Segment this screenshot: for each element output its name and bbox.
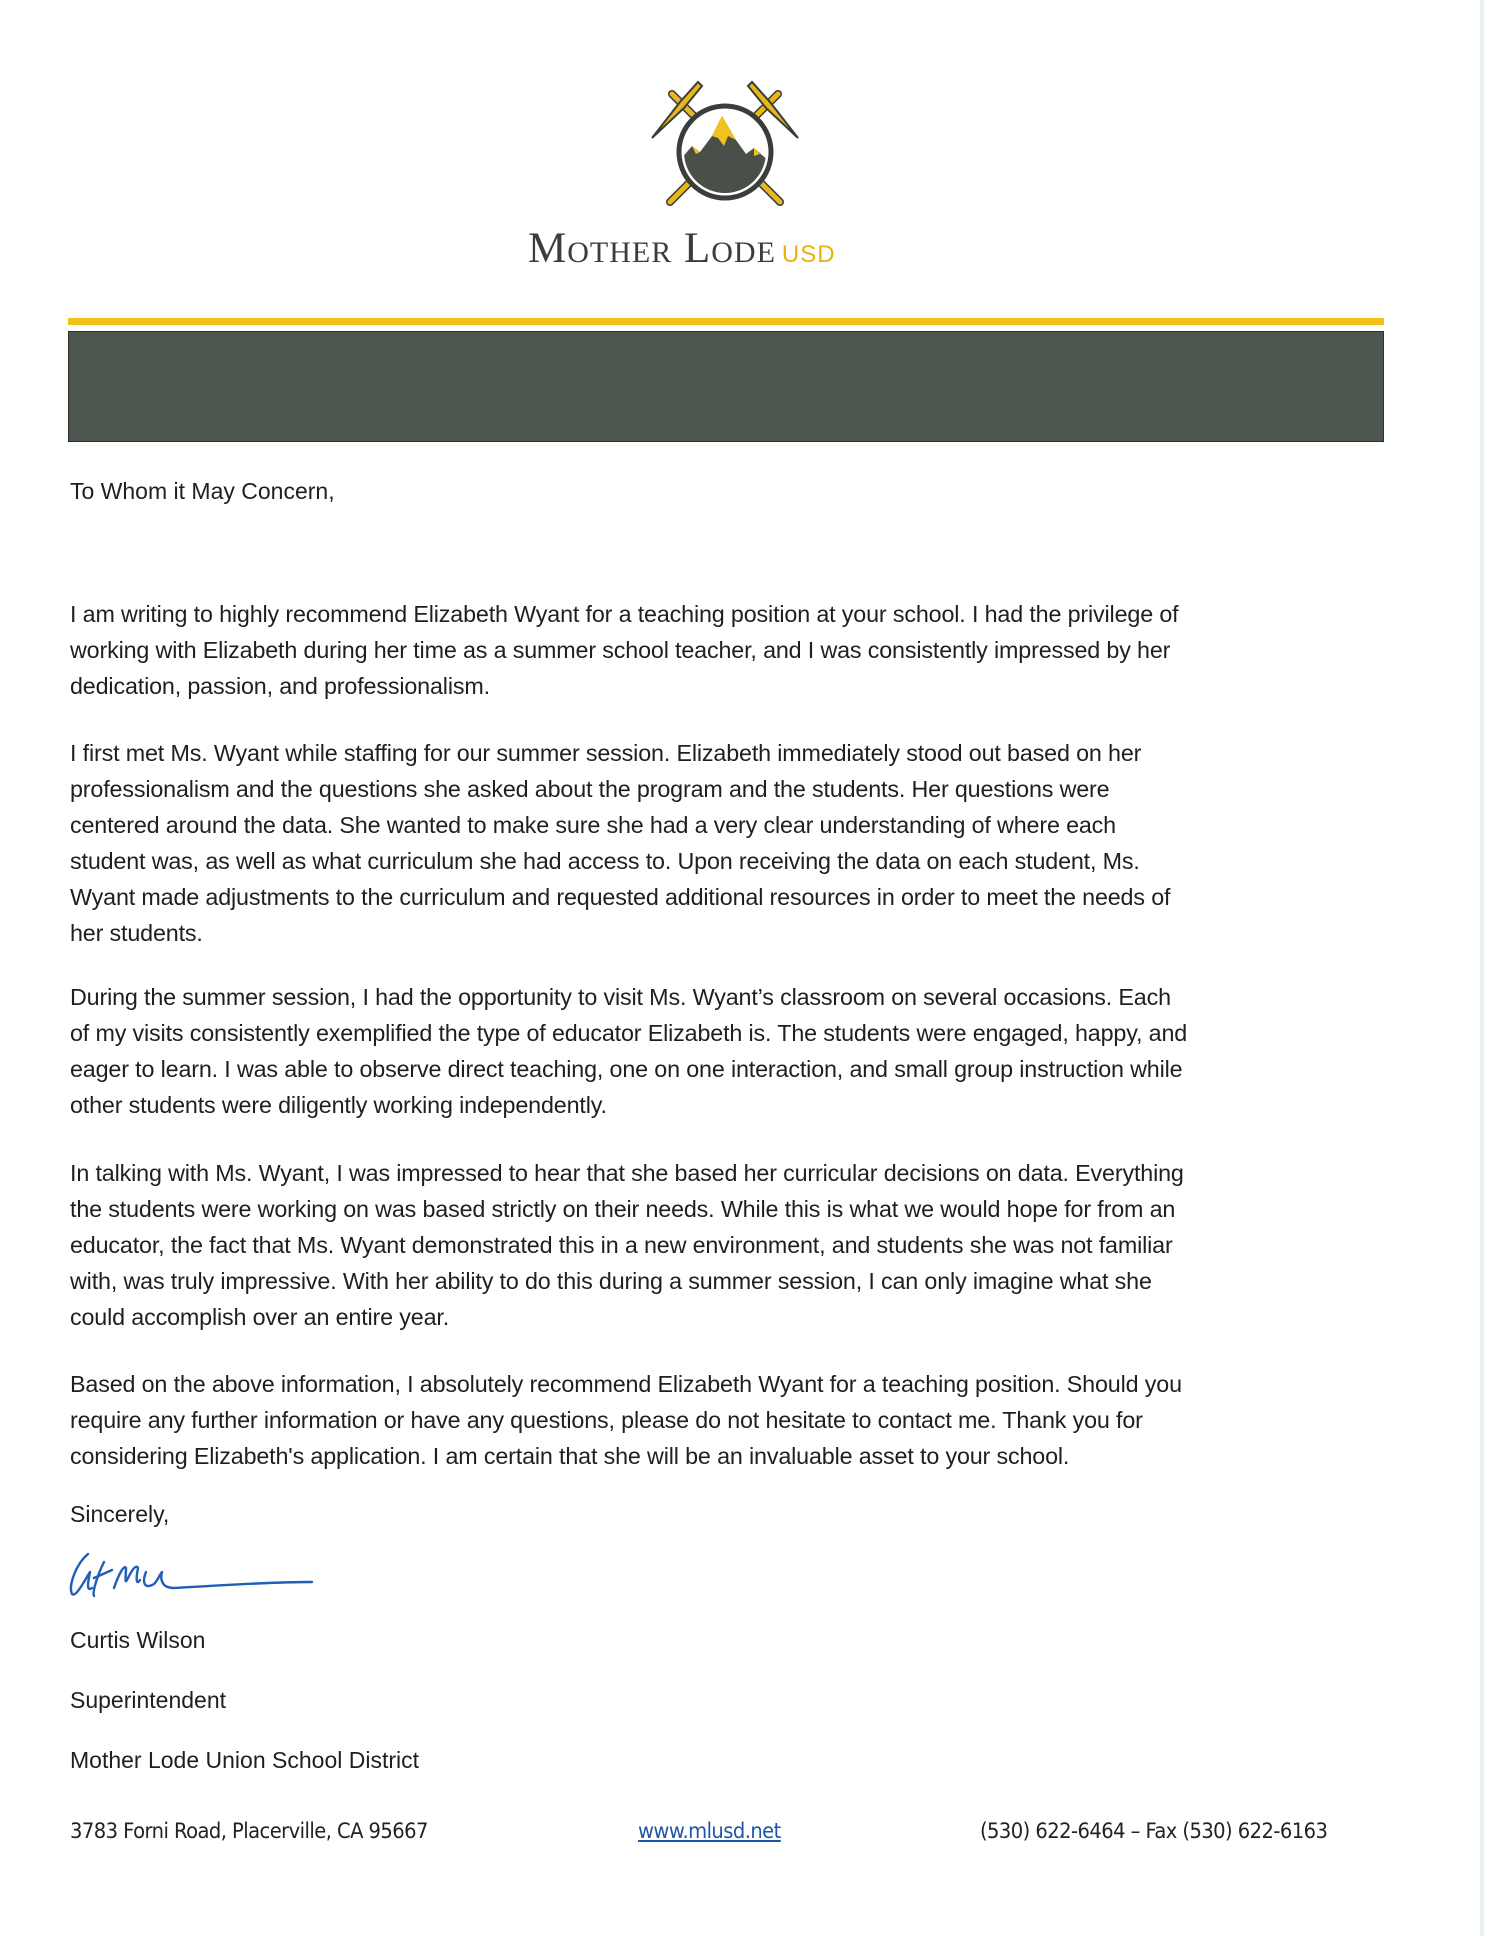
signer-title: Superintendent [70,1687,227,1713]
footer-website-link[interactable]: www.mlusd.net [638,1819,781,1843]
crossed-pickaxes-mountain-icon [650,80,800,210]
text-line: Wyant made adjustments to the curriculum and requested additional resources in order to meet the needs of [70,884,1171,910]
text-line: her students. [70,920,203,946]
brand-name: Mother Lode [528,225,776,272]
signature-icon [64,1548,314,1608]
gold-divider [68,318,1384,325]
brand-suffix: USD [781,241,836,268]
paragraph-4 [70,1155,1390,1335]
text-line: dedication, passion, and professionalism. [70,673,490,699]
text-line: the students were working on was based strictly on their needs. While this is what we would hope for from an [70,1196,1176,1222]
footer-phone: (530) 622-6464 – Fax (530) 622-6163 [980,1819,1328,1843]
text-line: require any further information or have any questions, please do not hesitate to contact me. Thank you for [70,1407,1143,1433]
text-line: other students were diligently working independently. [70,1092,607,1118]
text-line: student was, as well as what curriculum she had access to. Upon receiving the data on each student, Ms. [70,848,1140,874]
signer-name: Curtis Wilson [70,1627,206,1653]
text-line: with, was truly impressive. With her ability to do this during a summer session, I can only imagine what she [70,1268,1152,1294]
text-line: working with Elizabeth during her time as a summer school teacher, and I was consistently impressed by her [70,637,1171,663]
text-line: eager to learn. I was able to observe direct teaching, one on one interaction, and small group instruction while [70,1056,1183,1082]
text-line: centered around the data. She wanted to make sure she had a very clear understanding of where each [70,812,1116,838]
header-band [68,331,1384,442]
signer-organization: Mother Lode Union School District [70,1747,419,1773]
paragraph-2 [70,735,1390,951]
text-line: considering Elizabeth's application. I am certain that she will be an invaluable asset to your school. [70,1443,1070,1469]
paragraph-3 [70,979,1390,1123]
paragraph-5 [70,1366,1390,1474]
scan-edge [1480,0,1484,1936]
text-line: educator, the fact that Ms. Wyant demonstrated this in a new environment, and students she was not familiar [70,1232,1173,1258]
text-line: I am writing to highly recommend Elizabeth Wyant for a teaching position at your school. I had the privilege of [70,601,1179,627]
text-line: In talking with Ms. Wyant, I was impressed to hear that she based her curricular decisions on data. Everything [70,1160,1184,1186]
text-line: could accomplish over an entire year. [70,1304,450,1330]
text-line: I first met Ms. Wyant while staffing for our summer session. Elizabeth immediately stood out based on her [70,740,1142,766]
text-line: Based on the above information, I absolutely recommend Elizabeth Wyant for a teaching position. Should you [70,1371,1182,1397]
salutation: To Whom it May Concern, [70,478,335,504]
text-line: professionalism and the questions she asked about the program and the students. Her questions were [70,776,1110,802]
footer-address: 3783 Forni Road, Placerville, CA 95667 [70,1819,428,1843]
brand-wordmark [528,224,968,274]
closing: Sincerely, [70,1501,170,1527]
text-line: of my visits consistently exemplified the type of educator Elizabeth is. The students were engaged, happy, and [70,1020,1188,1046]
text-line: During the summer session, I had the opportunity to visit Ms. Wyant’s classroom on several occasions. Each [70,984,1171,1010]
paragraph-1 [70,596,1390,704]
